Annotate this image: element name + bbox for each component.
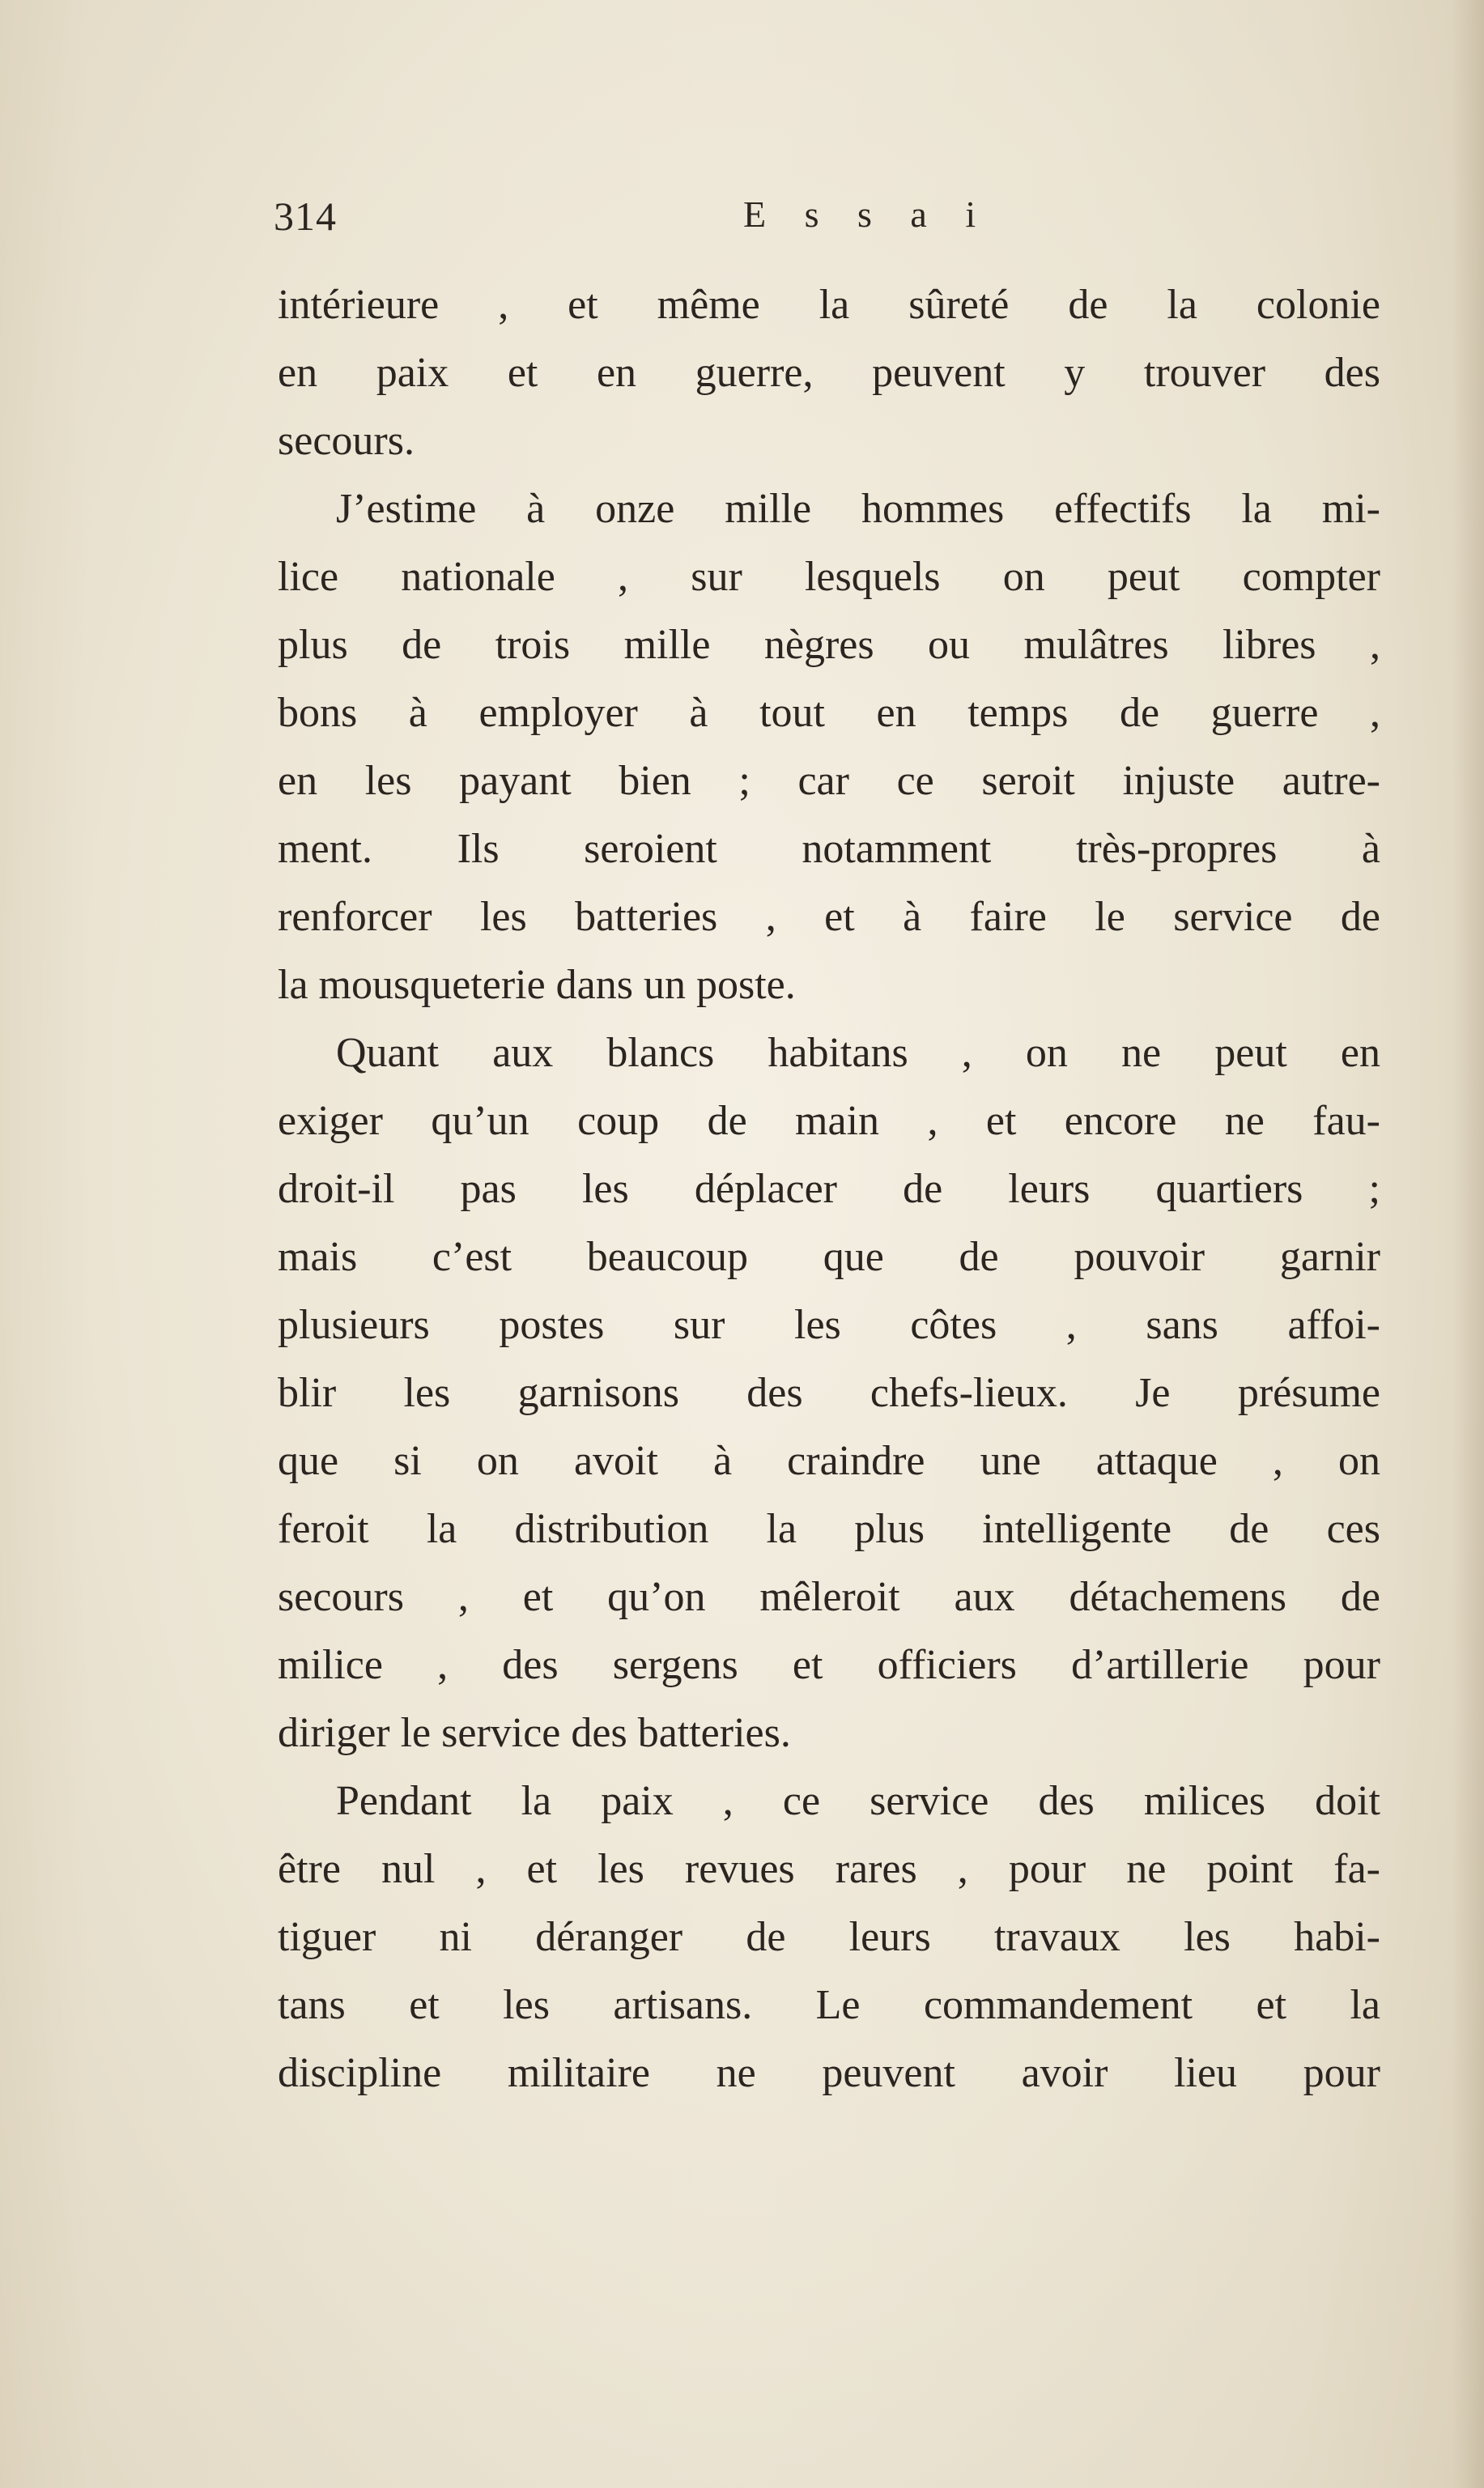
text-line: Pendant la paix , ce service des milices doit [336,1778,1380,1824]
text-line: être nul , et les revues rares , pour ne point fa- [278,1846,1380,1892]
text-line: Quant aux blancs habitans , on ne peut en [336,1030,1380,1076]
page-header [274,193,1383,257]
text-line: plus de trois mille nègres ou mulâtres libres , [278,622,1380,668]
text-line: J’estime à onze mille hommes effectifs la mi- [336,486,1380,532]
text-line: tans et les artisans. Le commandement et la [278,1982,1380,2028]
text-line: tiguer ni déranger de leurs travaux les habi- [278,1914,1380,1960]
text-line: lice nationale , sur lesquels on peut compter [278,554,1380,600]
text-line: milice , des sergens et officiers d’artillerie pour [278,1642,1380,1688]
paragraph-1 [278,271,1380,475]
text-line: diriger le service des batteries. [278,1710,791,1756]
text-line: blir les garnisons des chefs-lieux. Je présume [278,1370,1380,1416]
running-title: E s s a i [743,194,991,235]
page-number: 314 [274,194,337,239]
text-line: mais c’est beaucoup que de pouvoir garnir [278,1234,1380,1280]
text-line: secours. [278,418,415,464]
text-line: secours , et qu’on mêleroit aux détachemens de [278,1574,1380,1620]
text-line: en les payant bien ; car ce seroit injuste autre- [278,758,1380,804]
text-line: que si on avoit à craindre une attaque , on [278,1438,1380,1484]
text-line: feroit la distribution la plus intelligente de ces [278,1506,1380,1552]
text-line: intérieure , et même la sûreté de la colonie [278,282,1380,328]
text-line: exiger qu’un coup de main , et encore ne fau- [278,1098,1380,1144]
text-line: droit-il pas les déplacer de leurs quartiers ; [278,1166,1380,1212]
paragraph-2 [278,475,1380,1019]
text-line: en paix et en guerre, peuvent y trouver des [278,350,1380,396]
text-line: renforcer les batteries , et à faire le service de [278,894,1380,940]
body-text [278,271,1380,2107]
text-line: plusieurs postes sur les côtes , sans affoi- [278,1302,1380,1348]
text-line: la mousqueterie dans un poste. [278,962,796,1008]
paragraph-4 [278,1767,1380,2107]
text-line: ment. Ils seroient notamment très-propres à [278,826,1380,872]
paragraph-3 [278,1019,1380,1767]
text-line: bons à employer à tout en temps de guerre , [278,690,1380,736]
text-line: discipline militaire ne peuvent avoir lieu pour [278,2050,1380,2096]
